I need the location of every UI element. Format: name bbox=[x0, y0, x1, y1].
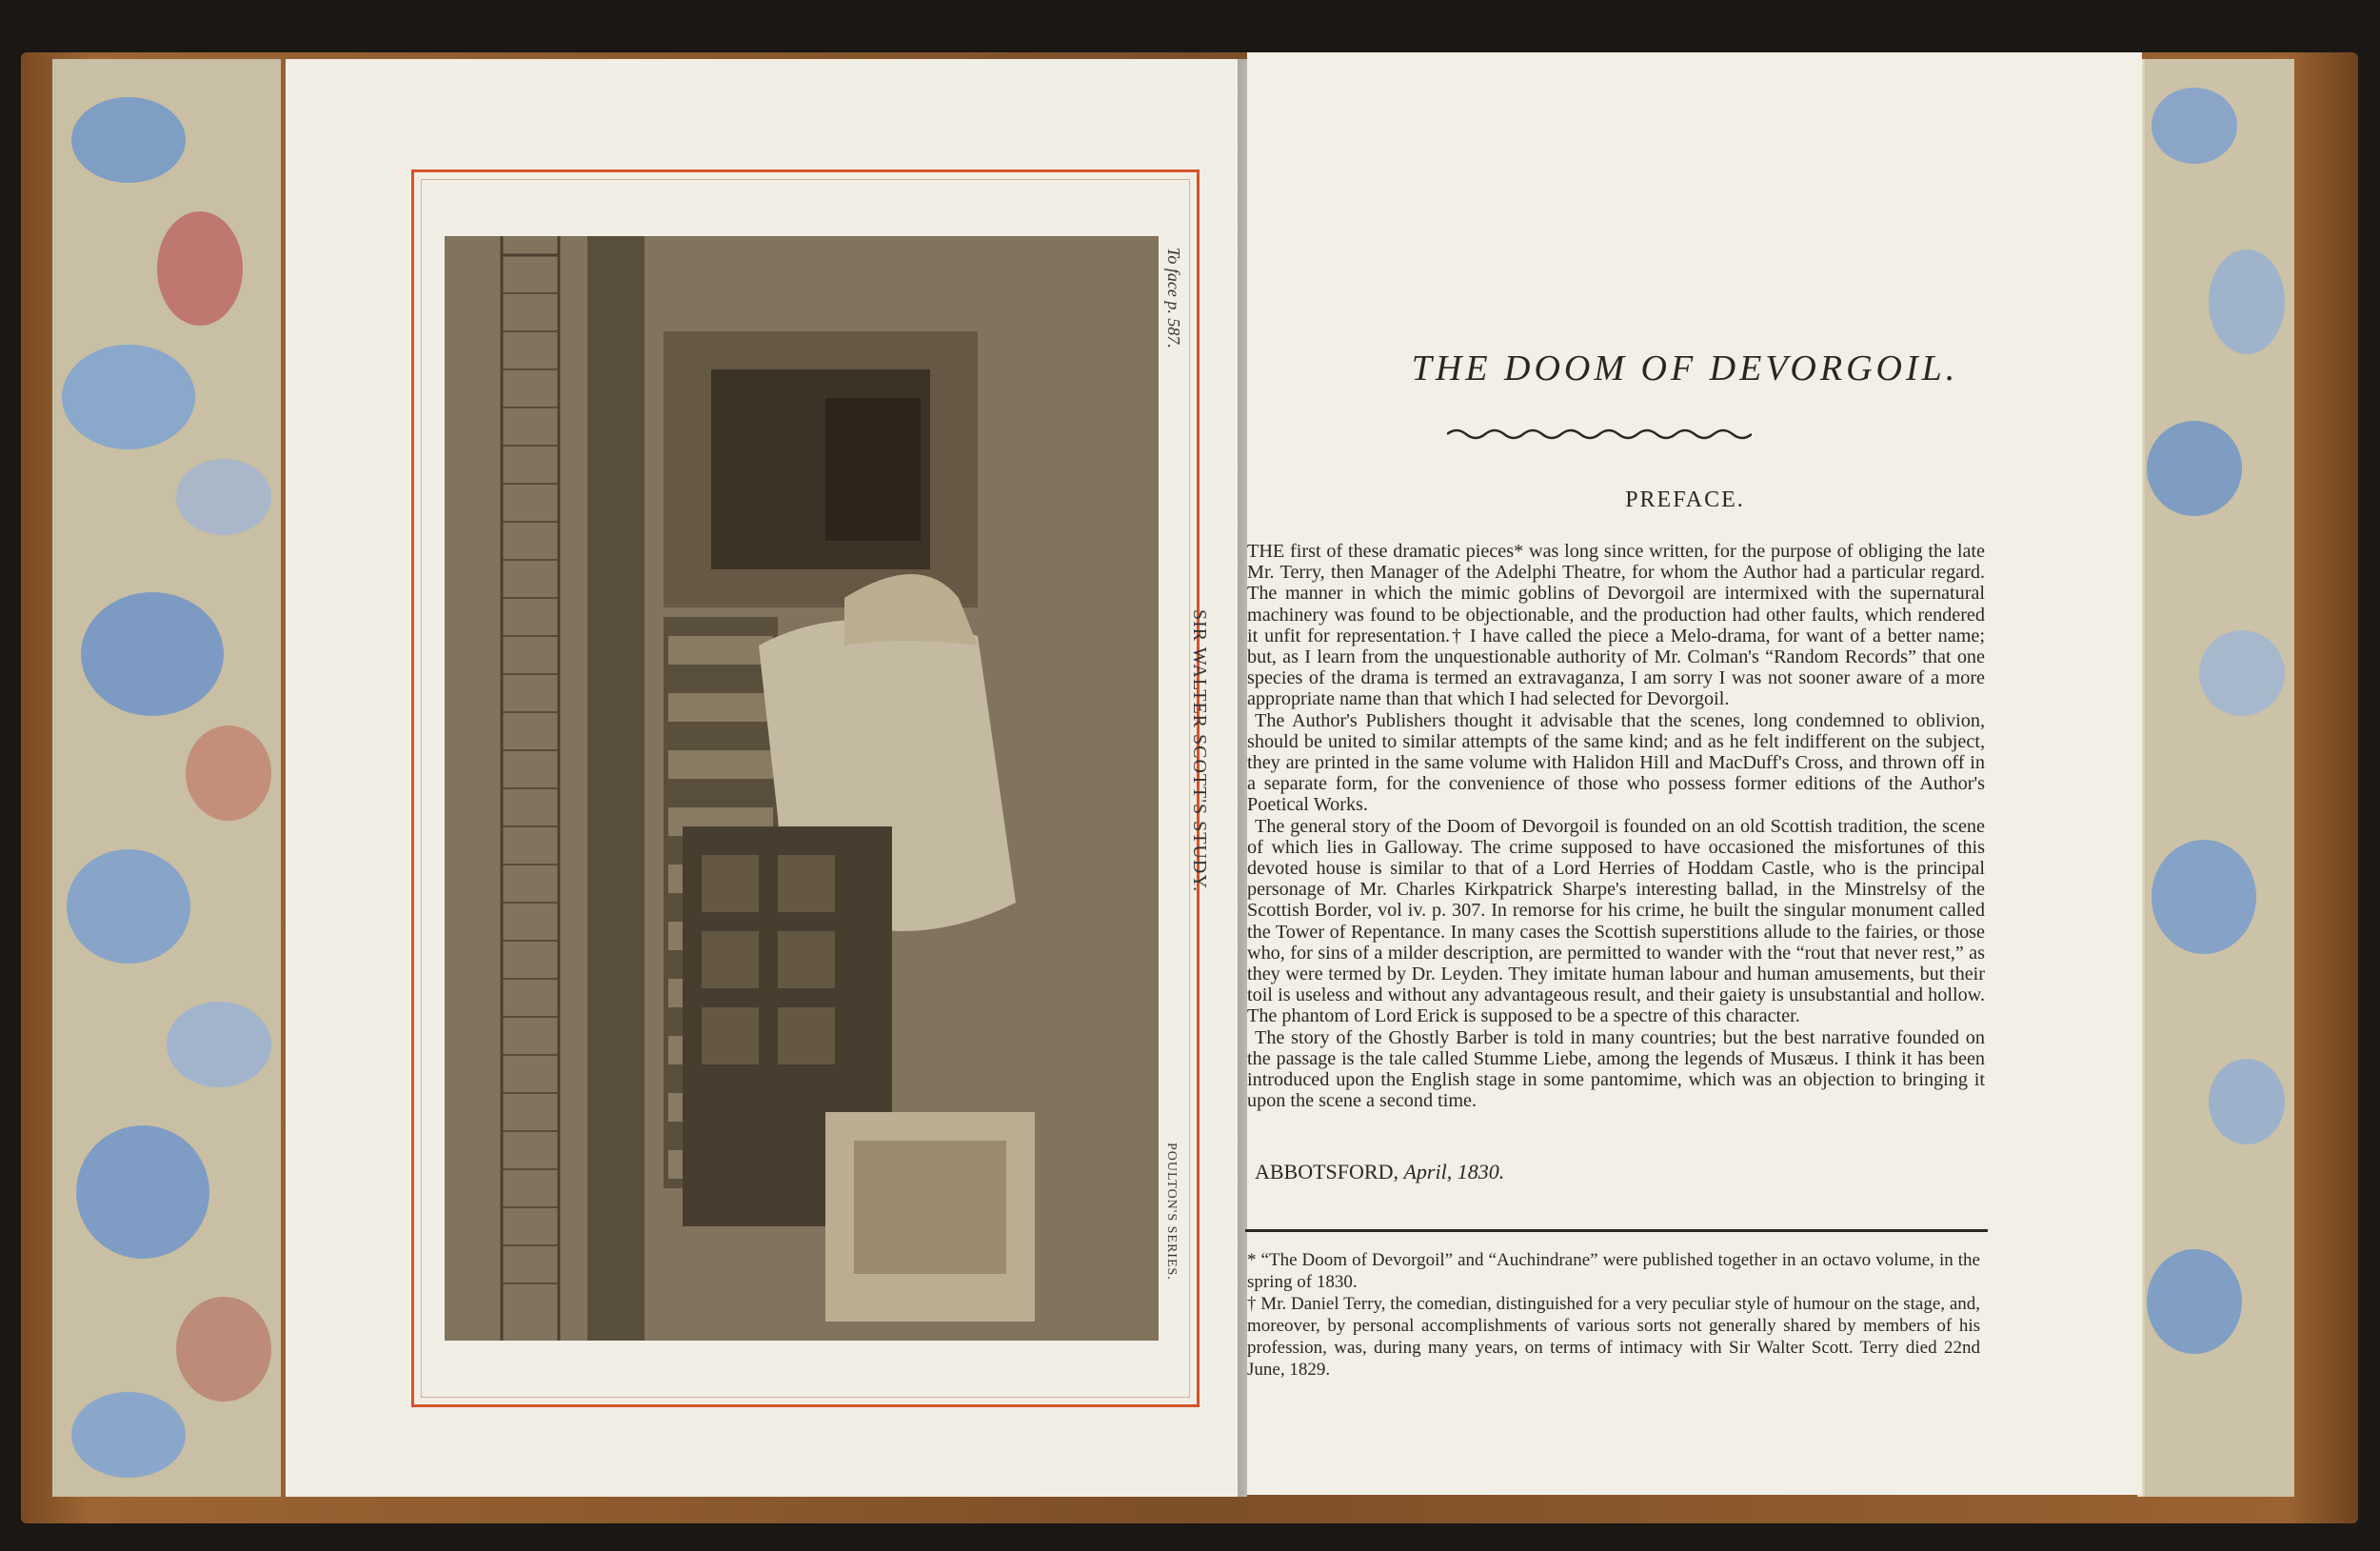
signature-date: April, 1830. bbox=[1403, 1160, 1505, 1183]
signature-place: ABBOTSFORD, bbox=[1255, 1160, 1398, 1183]
wavy-ornament-rule bbox=[1447, 427, 1752, 442]
preface-paragraph: THE first of these dramatic pieces* was long since written, for the purpose of obliging the late Mr. Terry, then Manager of the Adelphi Theatre, for whom the Author had a particular regard. The manner in which the mimic goblins of Devorgoil are intermixed with the supernatural machinery was found to be objectionable, and the production had other faults, which rendered it unfit for representation.† I have called the piece a Melo-drama, for want of a better name; but, as I learn from the unquestionable authority of Mr. Colman's “Random Records” that one species of the drama is termed an extravaganza, I am sorry I was not sooner aware of a more appropriate name than that which I had selected for Devorgoil. bbox=[1247, 541, 1985, 710]
preface-paragraph: The Author's Publishers thought it advisable that the scenes, long condemned to oblivion, should be united to similar attempts of the same kind; and as he felt indifferent on the subject, they are printed in the same volume with Halidon Hill and MacDuff's Cross, and thrown off in a separate form, for the convenience of those who possess former editions of the Author's Poetical Works. bbox=[1247, 709, 1985, 816]
face-page-note: To face p. 587. bbox=[1164, 248, 1183, 348]
left-marbled-endpaper bbox=[52, 59, 281, 1497]
study-photograph bbox=[445, 236, 1159, 1341]
preface-body bbox=[1247, 541, 1985, 1111]
footnote-rule bbox=[1245, 1229, 1988, 1232]
study-photograph-drawing bbox=[445, 236, 1159, 1341]
plate-caption: SIR WALTER SCOTT'S STUDY. bbox=[1189, 609, 1210, 893]
preface-paragraph: The general story of the Doom of Devorgoil is founded on an old Scottish tradition, the scene of which lies in Galloway. The crime supposed to have occasioned the misfortunes of this devoted house is similar to that of a Lord Herries of Hoddam Castle, who is the principal personage of Mr. Charles Kirkpatrick Sharpe's interesting ballad, in the Minstrelsy of the Scottish Border, vol iv. p. 307. In remorse for his crime, he built the singular monument called the Tower of Repentance. In many cases the Scottish superstitions allude to the fairies, or those who, for sins of a milder description, are permitted to wander with the “rout that never rest,” as they were termed by Dr. Leyden. They imitate human labour and human amusements, but their toil is useless and without any advantageous result, and their gaiety is unsubstantial and hollow. The phantom of Lord Erick is supposed to be a spectre of this character. bbox=[1247, 815, 1985, 1027]
preface-heading: PREFACE. bbox=[1625, 487, 1745, 512]
signature-line bbox=[1255, 1160, 1504, 1184]
preface-paragraph: The story of the Ghostly Barber is told in many countries; but the best narrative founded on the passage is the tale called Stumme Liebe, among the legends of Musæus. I think it has been introduced upon the English stage in some pantomime, which was an objection to bringing it upon the scene a second time. bbox=[1247, 1026, 1985, 1112]
right-marbled-edge bbox=[2142, 59, 2294, 1497]
footnote: * “The Doom of Devorgoil” and “Auchindrane” were published together in an octavo volume, in the spring of 1830. bbox=[1247, 1250, 1980, 1292]
footnotes bbox=[1247, 1249, 1980, 1381]
page-title: THE DOOM OF DEVORGOIL. bbox=[1411, 348, 1959, 388]
series-label: POULTON'S SERIES. bbox=[1164, 1143, 1179, 1281]
footnote: † Mr. Daniel Terry, the comedian, distinguished for a very peculiar style of humour on the stage, and, moreover, by personal accomplishments of various sorts not generally shared by members of his profession, was, during many years, on terms of intimacy with Sir Walter Scott. Terry died 22nd June, 1829. bbox=[1247, 1294, 1980, 1380]
